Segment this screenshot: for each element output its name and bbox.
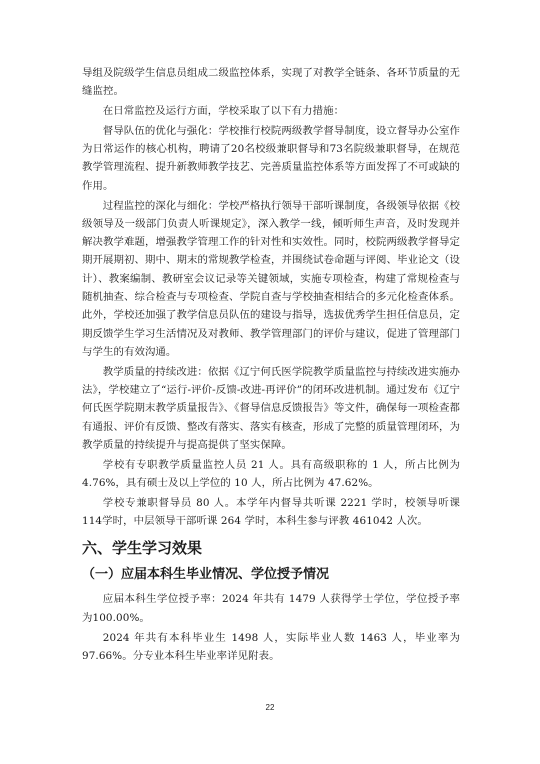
body-text-bottom xyxy=(82,590,460,665)
paragraph: 过程监控的深化与细化：学校严格执行领导干部听课制度，各级领导依据《校级领导及一级部门负责人听课规定》，深入教学一线，倾听师生声音，及时发现并解决教学难题，增强教学管理工作的针对性和实效性。同时，校院两级教学督导定期开展期初、期中、期末的常规教学检查，并围绕试卷命题与评阅、毕业论文（设计）、教案编制、教研室会议记录等关键领域，实施专项检查，构建了常规检查与随机抽查、综合检查与专项检查、学院自查与学校抽查相结合的多元化检查体系。此外，学校还加强了教学信息员队伍的建设与指导，选拔优秀学生担任信息员，定期反馈学生学习生活情况及对教师、教学管理部门的评价与建议，促进了管理部门与学生的有效沟通。 xyxy=(82,199,460,358)
paragraph: 2024 年共有本科毕业生 1498 人，实际毕业人数 1463 人，毕业率为 97.66%。分专业本科生毕业率详见附表。 xyxy=(82,631,460,662)
page-number: 22 xyxy=(265,703,275,712)
subsection-heading: （一）应届本科生毕业情况、学位授予情况 xyxy=(82,567,330,583)
paragraph: 在日常监控及运行方面，学校采取了以下有力措施： xyxy=(102,105,345,118)
paragraph: 督导队伍的优化与强化：学校推行校院两级教学督导制度，设立督导办公室作为日常运作的核心机构，聘请了20名校级兼职督导和73名院级兼职督导，在规范教学管理流程、提升新教师教学技艺、完善质量监控体系等方面发挥了不可或缺的作用。 xyxy=(82,124,460,192)
body-text-top xyxy=(82,64,460,530)
paragraph: 学校专兼职督导员 80 人。本学年内督导共听课 2221 学时，校领导听课 114学时，中层领导干部听课 264 学时，本科生参与评教 461042 人次。 xyxy=(82,496,460,528)
paragraph: 学校有专职教学质量监控人员 21 人。具有高级职称的 1 人，所占比例为4.76%，具有硕士及以上学位的 10 人，所占比例为 47.62%。 xyxy=(82,458,460,490)
paragraph: 导组及院级学生信息员组成二级监控体系，实现了对教学全链条、各环节质量的无缝监控。 xyxy=(82,67,460,98)
paragraph: 应届本科生学位授予率：2024 年共有 1479 人获得学士学位，学位授予率为100.00%。 xyxy=(82,593,460,624)
section-heading: 六、学生学习效果 xyxy=(82,539,203,558)
paragraph: 教学质量的持续改进：依据《辽宁何氏医学院教学质量监控与持续改进实施办法》，学校建立了“运行-评价-反馈-改进-再评价”的闭环改进机制。通过发布《辽宁何氏医学院期末教学质量报告》、《督导信息反馈报告》等文件，确保每一项检查都有通报、评价有反馈、整改有落实、落实有核查，形成了完整的质量管理闭环，为教学质量的持续提升与提高提供了坚实保障。 xyxy=(82,365,460,451)
